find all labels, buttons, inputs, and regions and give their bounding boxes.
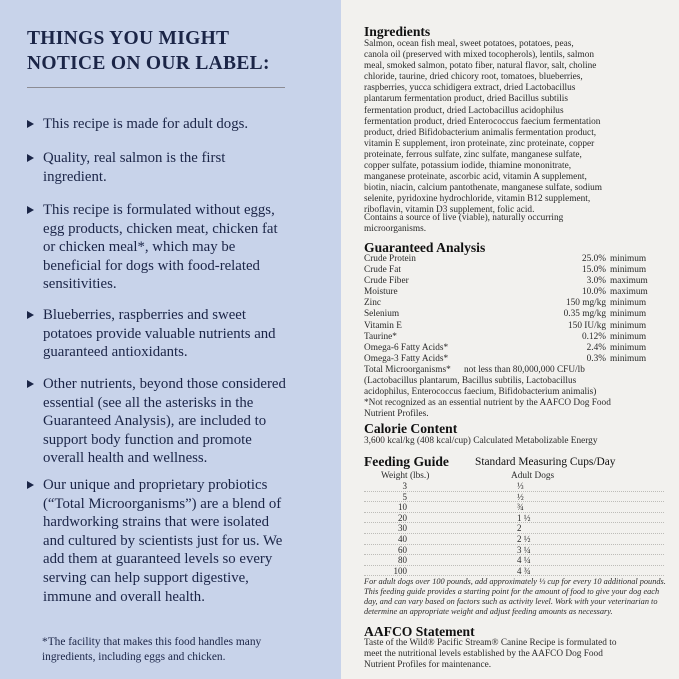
footnote bbox=[42, 635, 261, 665]
ga-row bbox=[364, 332, 664, 343]
ga-value: 3.0% bbox=[586, 276, 606, 287]
bullet-text bbox=[43, 149, 332, 186]
ingredients-line: proteinate, ferrous sulfate, zinc sulfate, manganese sulfate, bbox=[364, 149, 582, 160]
ga-row bbox=[364, 309, 664, 320]
ga-nutrient: Crude Fat bbox=[364, 265, 401, 276]
ingredients-line: fermentation product, dried Lactobacillus acidophilus bbox=[364, 105, 564, 116]
bullet-line: immune and overall health. bbox=[43, 588, 205, 605]
ga-row bbox=[364, 254, 664, 265]
ingredients-line: raspberries, yucca schidigera extract, dried Lactobacillus bbox=[364, 83, 576, 94]
calorie-line: 3,600 kcal/kg (408 kcal/cup) Calculated Metabolizable Energy bbox=[364, 436, 598, 446]
ga-nutrient: Omega-6 Fatty Acids* bbox=[364, 342, 449, 353]
bullet-line: and cultured by scientists just for us. We bbox=[43, 532, 283, 549]
label-panel bbox=[341, 0, 679, 679]
feeding-row bbox=[364, 523, 664, 534]
feeding-note-line: For adult dogs over 100 pounds, add approximately ⅓ cup for every 10 additional pounds. bbox=[364, 577, 666, 586]
ga-nutrient: Total Microorganisms* bbox=[364, 364, 451, 375]
feeding-cups: 4 ¼ bbox=[517, 555, 531, 566]
ga-row bbox=[364, 287, 664, 298]
ingredients-line: vitamin E supplement, iron proteinate, zinc proteinate, copper bbox=[364, 138, 595, 149]
aafco-statement bbox=[364, 638, 617, 671]
ga-value: 150 IU/kg bbox=[568, 320, 606, 331]
ga-nutrient: Omega-3 Fatty Acids* bbox=[364, 353, 449, 364]
ingredients-line: canola oil (preserved with mixed tocopherols), lentils, salmon bbox=[364, 50, 595, 61]
ga-value: 2.4% bbox=[586, 342, 606, 353]
ingredients-line: biotin, niacin, calcium pantothenate, manganese sulfate, sodium bbox=[364, 183, 603, 194]
calorie-heading: Calorie Content bbox=[364, 421, 458, 436]
ingredients-line: plantarum fermentation product, dried Bacillus subtilis bbox=[364, 94, 568, 105]
ga-row bbox=[364, 321, 664, 332]
ga-unit: minimum bbox=[610, 342, 647, 353]
feeding-note-line: day, and can vary based on factors such as activity level. Work with your veterinarian to bbox=[364, 597, 658, 607]
bullet-item bbox=[27, 201, 332, 294]
calorie-text bbox=[364, 436, 597, 447]
probiotic-note-line: Contains a source of live (viable), naturally occurring bbox=[364, 213, 564, 223]
feeding-cups: 2 ½ bbox=[517, 533, 531, 544]
bullet-text bbox=[43, 375, 332, 468]
guaranteed-analysis-notes bbox=[364, 376, 611, 420]
ga-nutrient: Vitamin E bbox=[364, 320, 402, 331]
ingredients-line: copper sulfate, potassium iodide, thiamine mononitrate, bbox=[364, 161, 572, 172]
ga-nutrient: Moisture bbox=[364, 287, 398, 298]
ga-unit: minimum bbox=[610, 353, 647, 364]
bullet-line: Blueberries, raspberries and sweet bbox=[43, 307, 246, 323]
feeding-weight: 3 bbox=[402, 481, 407, 491]
triangle-bullet-icon bbox=[27, 481, 34, 489]
ingredients-text bbox=[364, 39, 664, 217]
title-line: THINGS YOU MIGHT bbox=[27, 28, 230, 49]
feeding-guide-notes bbox=[364, 577, 666, 617]
ga-nutrient: Crude Protein bbox=[364, 254, 416, 264]
ingredients-line: Salmon, ocean fish meal, sweet potatoes, potatoes, peas, bbox=[364, 39, 574, 49]
ingredients-line: product, dried Bifidobacterium animalis fermentation product, bbox=[364, 127, 597, 138]
bullet-line: ingredient. bbox=[43, 168, 107, 185]
bullet-line: serving can help support digestive, bbox=[43, 569, 249, 586]
bullet-line: This recipe is formulated without eggs, bbox=[43, 202, 275, 218]
feeding-row bbox=[364, 545, 664, 556]
ingredients-line: chloride, taurine, dried chicory root, tomatoes, blueberries, bbox=[364, 72, 583, 83]
guaranteed-analysis-heading: Guaranteed Analysis bbox=[364, 240, 486, 255]
probiotic-note-line: microorganisms. bbox=[364, 224, 427, 235]
ga-value: 25.0% bbox=[581, 254, 606, 264]
ingredients-line: meal, smoked salmon, potato fiber, natural flavor, salt, choline bbox=[364, 61, 597, 72]
ga-nutrient: Zinc bbox=[364, 298, 382, 309]
ga-value: 0.12% bbox=[581, 331, 606, 342]
ga-value: not less than 80,000,000 CFU/lb bbox=[464, 364, 585, 375]
page-title bbox=[27, 26, 327, 76]
ga-unit: minimum bbox=[610, 254, 647, 264]
ingredients-heading: Ingredients bbox=[364, 24, 431, 39]
ga-unit: minimum bbox=[610, 265, 647, 276]
title-divider bbox=[27, 87, 285, 88]
ga-row bbox=[364, 343, 664, 354]
ga-row bbox=[364, 365, 664, 376]
ga-value: 0.35 mg/kg bbox=[563, 309, 606, 320]
ga-unit: maximum bbox=[610, 287, 648, 298]
ga-row bbox=[364, 298, 664, 309]
bullet-item bbox=[27, 149, 332, 186]
ga-row bbox=[364, 265, 664, 276]
feeding-weight: 40 bbox=[398, 533, 407, 544]
ga-note-line: *Not recognized as an essential nutrient by the AAFCO Dog Food bbox=[364, 398, 611, 409]
ga-unit: minimum bbox=[610, 309, 647, 320]
bullet-item bbox=[27, 115, 332, 134]
bullet-text bbox=[43, 476, 332, 606]
ga-nutrient: Taurine* bbox=[364, 331, 397, 342]
feeding-row bbox=[364, 502, 664, 513]
ga-unit: maximum bbox=[610, 276, 648, 287]
ingredients-line: fermentation product, dried Enterococcus faecium fermentation bbox=[364, 116, 601, 127]
bullet-line: potatoes provide valuable nutrients and bbox=[43, 325, 276, 342]
ga-row bbox=[364, 354, 664, 365]
aafco-line: meet the nutritional levels established by the AAFCO Dog Food bbox=[364, 649, 603, 660]
cups-column-header: Adult Dogs bbox=[511, 471, 555, 481]
feeding-cups: 4 ¾ bbox=[517, 565, 531, 576]
bullet-item bbox=[27, 375, 332, 468]
feeding-guide-subtitle: Standard Measuring Cups/Day bbox=[475, 456, 616, 468]
triangle-bullet-icon bbox=[27, 206, 34, 214]
aafco-line: Nutrient Profiles for maintenance. bbox=[364, 660, 492, 671]
feeding-cups: 3 ¼ bbox=[517, 544, 531, 555]
feeding-row bbox=[364, 555, 664, 566]
ga-value: 10.0% bbox=[581, 287, 606, 298]
footnote-line: ingredients, including eggs and chicken. bbox=[42, 651, 226, 663]
feeding-weight: 60 bbox=[398, 544, 407, 555]
ga-unit: minimum bbox=[610, 331, 647, 342]
bullet-line: This recipe is made for adult dogs. bbox=[43, 116, 249, 132]
bullet-item bbox=[27, 306, 332, 362]
triangle-bullet-icon bbox=[27, 154, 34, 162]
ga-note-line: acidophilus, Enterococcus faecium, Bifidobacterium animalis) bbox=[364, 387, 597, 398]
ingredients-line: riboflavin, vitamin D3 supplement, folic acid. bbox=[364, 205, 535, 216]
feeding-weight: 30 bbox=[398, 523, 407, 534]
aafco-heading: AAFCO Statement bbox=[364, 624, 475, 639]
ingredients-line: selenite, pyridoxine hydrochloride, vitamin B12 supplement, bbox=[364, 194, 591, 205]
feeding-weight: 10 bbox=[398, 502, 407, 513]
feeding-cups: ⅓ bbox=[517, 481, 524, 491]
feeding-guide-table bbox=[364, 481, 664, 576]
bullet-line: Quality, real salmon is the first bbox=[43, 150, 226, 166]
bullet-line: beneficial for dogs with food-related bbox=[43, 257, 260, 274]
bullet-line: support body function and promote bbox=[43, 431, 252, 448]
feeding-note-line: This feeding guide provides a starting point for the amount of food to give your dog each bbox=[364, 587, 660, 597]
ga-value: 150 mg/kg bbox=[565, 298, 606, 309]
bullet-line: egg products, chicken meat, chicken fat bbox=[43, 220, 278, 237]
ga-value: 15.0% bbox=[581, 265, 606, 276]
bullet-item bbox=[27, 476, 332, 606]
feeding-row bbox=[364, 513, 664, 524]
triangle-bullet-icon bbox=[27, 120, 34, 128]
probiotic-note bbox=[364, 213, 563, 235]
ga-unit: minimum bbox=[610, 320, 647, 331]
ga-nutrient: Crude Fiber bbox=[364, 276, 409, 287]
bullet-line: add them at guaranteed levels so every bbox=[43, 551, 273, 568]
ga-row bbox=[364, 276, 664, 287]
bullet-text bbox=[43, 306, 332, 362]
feeding-guide-heading: Feeding Guide bbox=[364, 454, 449, 469]
ga-note-line: Nutrient Profiles. bbox=[364, 409, 429, 420]
feeding-note-line: determine an appropriate weight and adjust feeding amounts as necessary. bbox=[364, 607, 613, 617]
bullet-line: Our unique and proprietary probiotics bbox=[43, 477, 268, 493]
bullet-text bbox=[43, 201, 332, 294]
feeding-weight: 5 bbox=[402, 491, 407, 502]
bullet-line: sensitivities. bbox=[43, 276, 117, 293]
bullet-line: (“Total Microorganisms”) are a blend of bbox=[43, 495, 282, 512]
ga-value: 0.3% bbox=[586, 353, 606, 364]
ingredients-line: manganese proteinate, ascorbic acid, vitamin A supplement, bbox=[364, 172, 587, 183]
guaranteed-analysis-table bbox=[364, 254, 664, 376]
bullet-line: essential (see all the asterisks in the bbox=[43, 394, 254, 411]
bullet-line: Other nutrients, beyond those considered bbox=[43, 376, 286, 392]
feeding-row bbox=[364, 481, 664, 492]
feeding-row bbox=[364, 492, 664, 503]
bullet-line: Guaranteed Analysis), are included to bbox=[43, 413, 267, 430]
feeding-cups: 2 bbox=[517, 523, 522, 534]
aafco-line: Taste of the Wild® Pacific Stream® Canine Recipe is formulated to bbox=[364, 638, 617, 648]
feeding-row bbox=[364, 534, 664, 545]
ga-note-line: (Lactobacillus plantarum, Bacillus subtilis, Lactobacillus bbox=[364, 376, 577, 386]
bullet-line: guaranteed antioxidants. bbox=[43, 344, 188, 361]
triangle-bullet-icon bbox=[27, 380, 34, 388]
title-line: NOTICE ON OUR LABEL: bbox=[27, 53, 270, 74]
bullet-line: or chicken meal*, which may be bbox=[43, 239, 236, 256]
ga-nutrient: Selenium bbox=[364, 309, 400, 320]
feeding-cups: ¾ bbox=[517, 502, 524, 513]
feeding-row bbox=[364, 566, 664, 577]
bullet-text bbox=[43, 115, 332, 134]
feeding-weight: 20 bbox=[398, 512, 407, 523]
ga-unit: minimum bbox=[610, 298, 647, 309]
weight-column-header: Weight (lbs.) bbox=[381, 471, 430, 481]
feeding-cups: ½ bbox=[517, 491, 524, 502]
feeding-cups: 1 ½ bbox=[517, 512, 531, 523]
footnote-line: *The facility that makes this food handles many bbox=[42, 636, 262, 648]
feeding-weight: 80 bbox=[398, 555, 407, 566]
feeding-weight: 100 bbox=[393, 565, 407, 576]
bullet-line: overall health and wellness. bbox=[43, 450, 208, 467]
bullet-line: hardworking strains that were isolated bbox=[43, 514, 269, 531]
triangle-bullet-icon bbox=[27, 311, 34, 319]
